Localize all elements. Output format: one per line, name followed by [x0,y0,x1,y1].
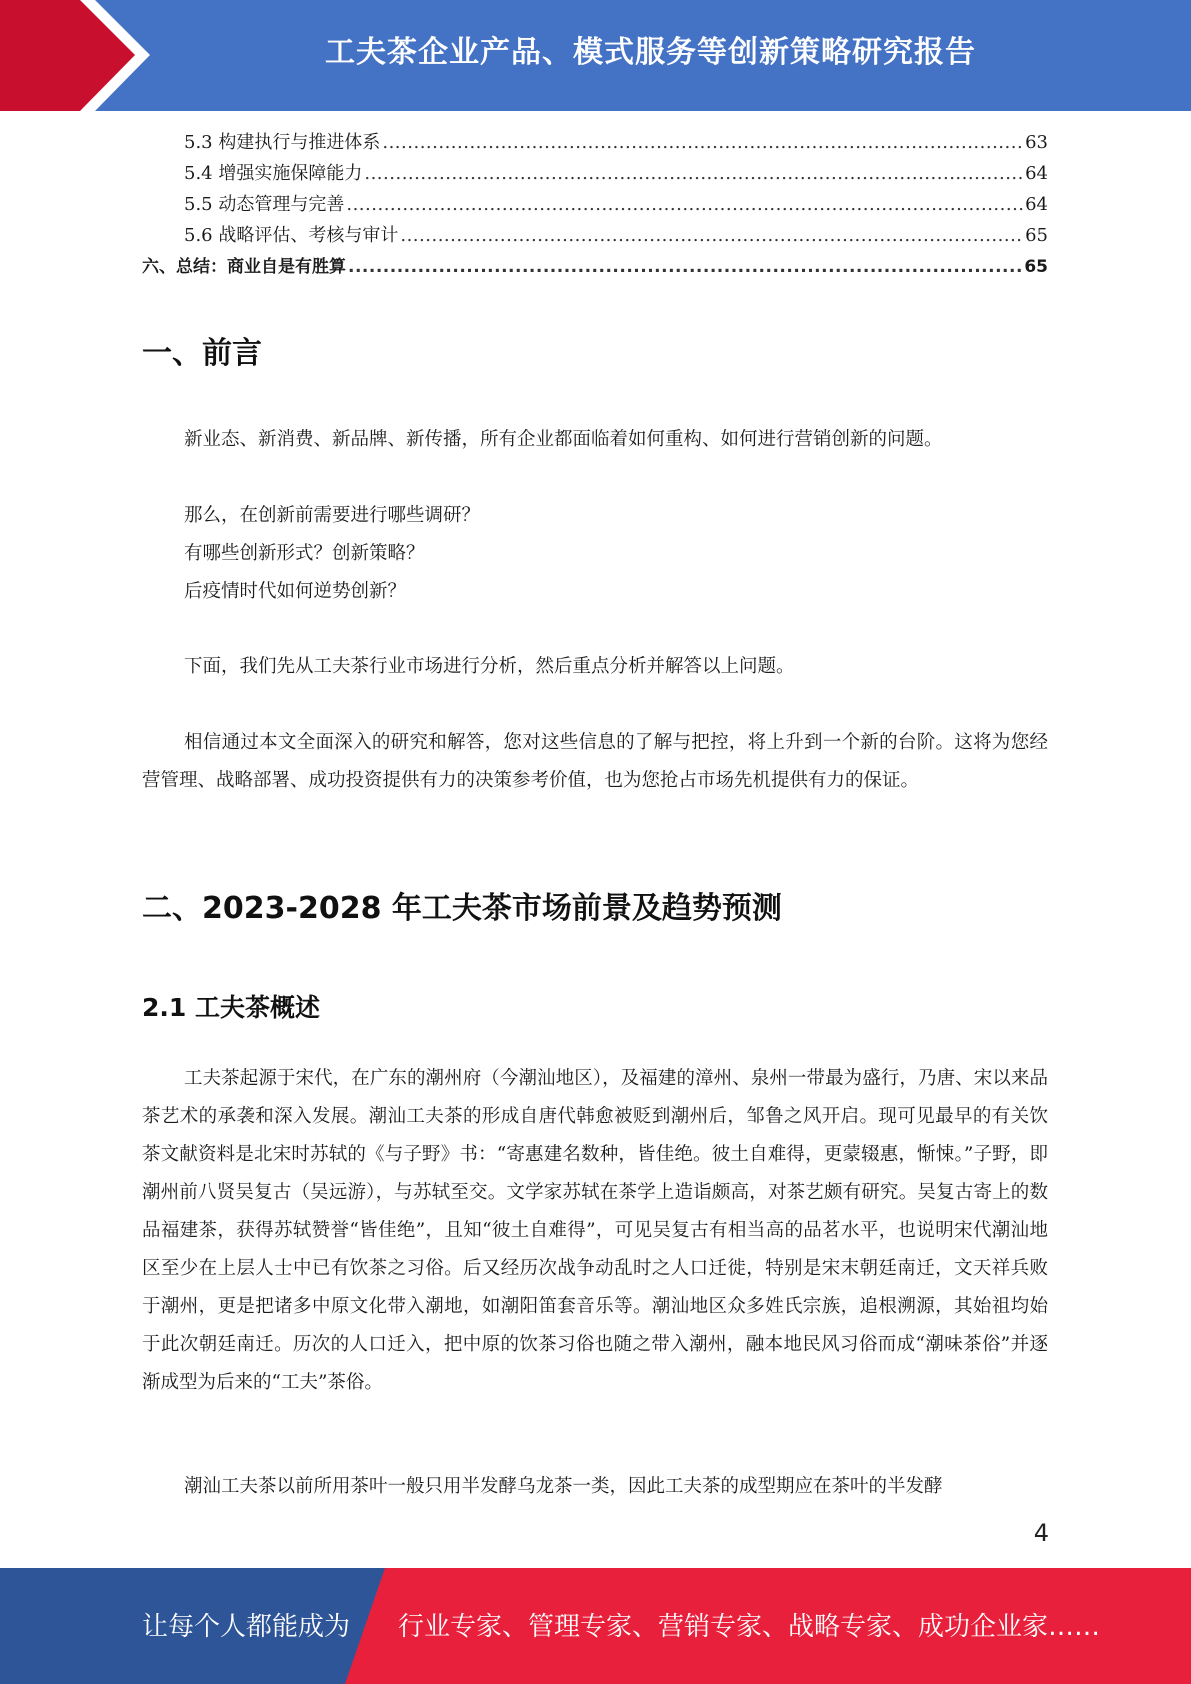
header-banner [0,0,1191,111]
toc-leader-dots [364,163,1023,184]
footer-slogan-right: 行业专家、管理专家、营销专家、战略专家、成功企业家…… [398,1612,1101,1642]
paragraph: 下面，我们先从工夫茶行业市场进行分析，然后重点分析并解答以上问题。 [184,656,795,677]
toc-entry-label: 5.4 增强实施保障能力 [184,163,363,184]
paragraph: 新业态、新消费、新品牌、新传播，所有企业都面临着如何重构、如何进行营销创新的问题。 [184,429,943,450]
paragraph: 潮汕工夫茶以前所用茶叶一般只用半发酵乌龙茶一类，因此工夫茶的成型期应在茶叶的半发酵 [184,1476,943,1497]
toc-leader-dots [346,194,1023,215]
toc-entry-label: 5.6 战略评估、考核与审计 [184,225,399,246]
footer-slogan-left: 让每个人都能成为 [142,1612,351,1642]
toc-entry[interactable] [142,221,1048,252]
table-of-contents [142,128,1048,283]
section-heading: 一、前言 [142,336,262,371]
toc-entry[interactable] [142,190,1048,221]
report-title: 工夫茶企业产品、模式服务等创新策略研究报告 [325,35,976,70]
toc-entry-page: 65 [1025,225,1048,246]
toc-entry-label: 5.5 动态管理与完善 [184,194,345,215]
toc-entry-label: 六、总结：商业自是有胜算 [142,257,346,277]
toc-leader-dots [382,132,1023,153]
question-line: 有哪些创新形式？创新策略？ [184,543,425,564]
paragraph: 相信通过本文全面深入的研究和解答，您对这些信息的了解与把控，将上升到一个新的台阶。这将为您经营管理、战略部署、成功投资提供有力的决策参考价值，也为您抢占市场先机提供有力的保证。 [142,732,1048,791]
toc-entry-page: 65 [1024,257,1048,277]
toc-entry[interactable] [142,252,1048,283]
section-heading: 二、2023-2028 年工夫茶市场前景及趋势预测 [142,891,782,926]
page-number: 4 [1033,1519,1049,1547]
toc-leader-dots [400,225,1023,246]
toc-entry-label: 5.3 构建执行与推进体系 [184,132,381,153]
subsection-heading: 2.1 工夫茶概述 [142,993,320,1022]
paragraph: 工夫茶起源于宋代，在广东的潮州府（今潮汕地区），及福建的漳州、泉州一带最为盛行，乃唐、宋以来品茶艺术的承袭和深入发展。潮汕工夫茶的形成自唐代韩愈被贬到潮州后，邹鲁之风开启。现可见最早的有关饮茶文献资料是北宋时苏轼的《与子野》书：“寄惠建名数种，皆佳绝。彼土自难得，更蒙辍惠，惭悚。”子野，即潮州前八贤吴复古（吴远游），与苏轼至交。文学家苏轼在茶学上造诣颇高，对茶艺颇有研究。吴复古寄上的数品福建茶，获得苏轼赞誉“皆佳绝”，且知“彼土自难得”，可见吴复古有相当高的品茗水平，也说明宋代潮汕地区至少在上层人士中已有饮茶之习俗。后又经历次战争动乱时之人口迁徙，特别是宋末朝廷南迁，文天祥兵败于潮州，更是把诸多中原文化带入潮地，如潮阳笛套音乐等。潮汕地区众多姓氏宗族，追根溯源，其始祖均始于此次朝廷南迁。历次的人口迁入，把中原的饮茶习俗也随之带入潮州，融本地民风习俗而成“潮味茶俗”并逐渐成型为后来的“工夫”茶俗。 [142,1068,1048,1393]
toc-entry-page: 63 [1025,132,1048,153]
toc-entry-page: 64 [1025,163,1048,184]
question-line: 后疫情时代如何逆势创新？ [184,581,407,602]
toc-entry-page: 64 [1025,194,1048,215]
header-arrow-decoration [0,0,160,111]
toc-entry[interactable] [142,159,1048,190]
footer-banner [0,1568,1191,1684]
toc-leader-dots [348,257,1022,277]
question-line: 那么，在创新前需要进行哪些调研？ [184,505,481,526]
toc-entry[interactable] [142,128,1048,159]
